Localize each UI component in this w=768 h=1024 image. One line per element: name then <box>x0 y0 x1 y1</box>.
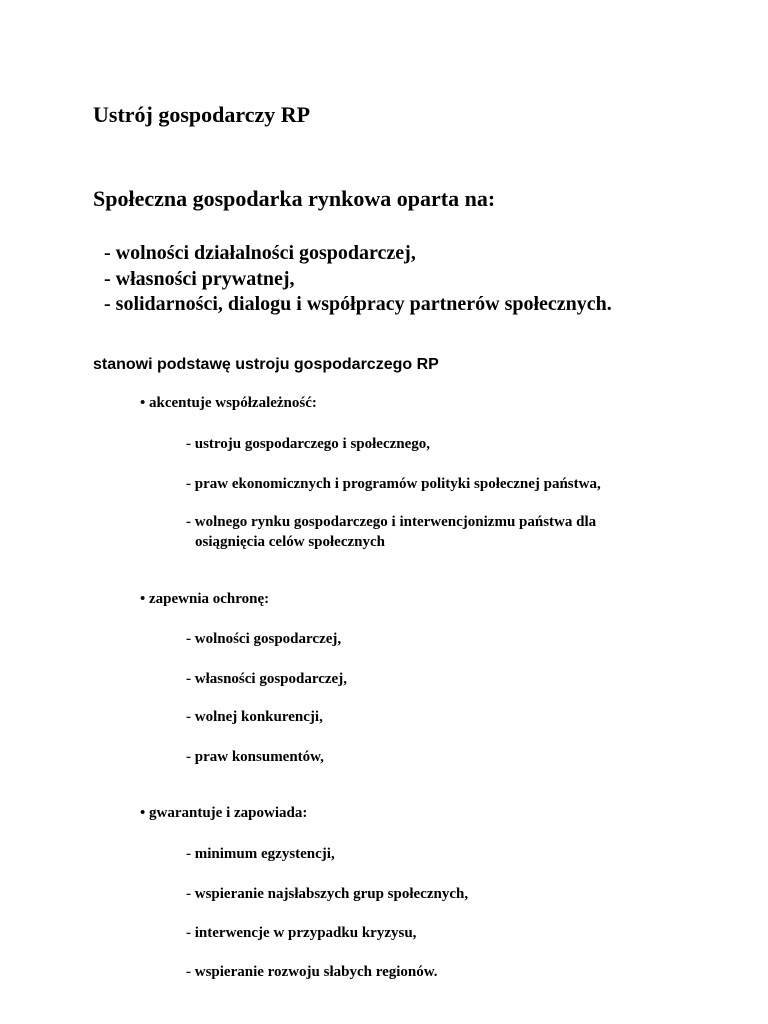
section-item: - wolności gospodarczej, <box>186 631 342 647</box>
section-item-continuation: osiągnięcia celów społecznych <box>195 534 385 550</box>
section-item-multiline <box>186 512 596 552</box>
section-item: - wolnej konkurencji, <box>186 709 323 725</box>
principle-item: - wolności działalności gospodarczej, <box>104 242 416 264</box>
document-title: Ustrój gospodarczy RP <box>93 102 311 127</box>
section-item: - interwencje w przypadku kryzysu, <box>186 925 417 941</box>
document-subtitle: Społeczna gospodarka rynkowa oparta na: <box>93 186 496 211</box>
section-item: - własności gospodarczej, <box>186 671 347 687</box>
section-item: - praw konsumentów, <box>186 749 324 765</box>
section-heading: • akcentuje współzależność: <box>140 395 317 411</box>
section-item: - wspieranie najsłabszych grup społecznych, <box>186 886 469 902</box>
section-item: - ustroju gospodarczego i społecznego, <box>186 436 431 452</box>
section-heading: • gwarantuje i zapowiada: <box>140 805 308 821</box>
section-item: - minimum egzystencji, <box>186 846 335 862</box>
section-heading: • zapewnia ochronę: <box>140 591 270 607</box>
basis-statement: stanowi podstawę ustroju gospodarczego RP <box>93 356 439 373</box>
section-item-line: - wolnego rynku gospodarczego i interwencjonizmu państwa dla <box>186 514 597 530</box>
section-item: - wspieranie rozwoju słabych regionów. <box>186 964 438 980</box>
principle-item: - własności prywatnej, <box>104 268 295 290</box>
section-item: - praw ekonomicznych i programów polityki społecznej państwa, <box>186 476 601 492</box>
principle-item: - solidarności, dialogu i współpracy partnerów społecznych. <box>104 293 612 315</box>
